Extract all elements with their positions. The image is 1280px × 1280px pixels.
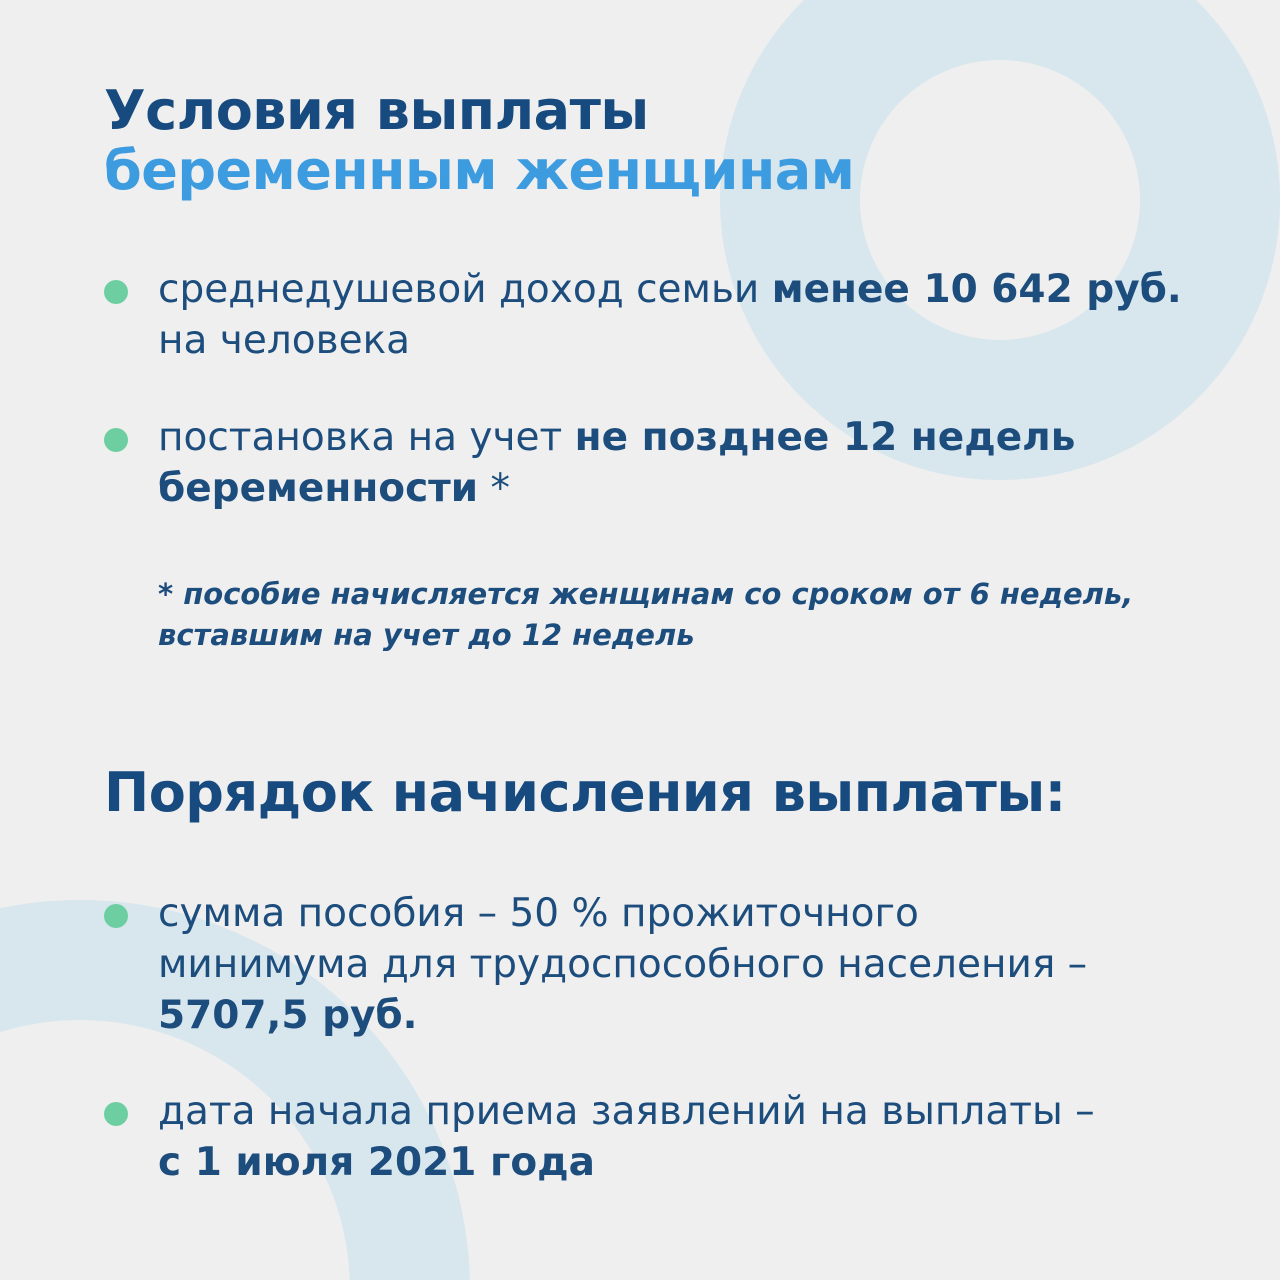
procedure-text: сумма пособия – 50 % прожиточного [158,891,919,936]
procedure-text: дата начала приема заявлений на выплаты – [158,1089,1095,1134]
footnote-line-1: * пособие начисляется женщинам со сроком от 6 недель, [158,577,1134,611]
condition-text: постановка на учет [158,415,575,460]
condition-item [158,412,1218,514]
procedure-item [158,888,1218,1041]
procedure-item [158,1086,1218,1188]
title-line-1: Условия выплаты [104,79,649,142]
condition-highlight-continued: беременности [158,466,479,511]
procedure-highlight: 5707,5 руб. [158,993,418,1038]
footnote-line-2: вставшим на учет до 12 недель [158,618,695,652]
footnote-marker: * [478,466,511,511]
bullet-dot [104,428,128,452]
bullet-dot [104,280,128,304]
condition-highlight: менее 10 642 руб. [771,267,1182,312]
condition-text: среднедушевой доход семьи [158,267,772,312]
condition-item [158,264,1218,366]
title-line-2: беременным женщинам [104,139,855,202]
procedure-title: Порядок начисления выплаты: [104,761,1066,824]
procedure-highlight: с 1 июля 2021 года [158,1140,595,1185]
condition-highlight: не позднее 12 недель [574,415,1076,460]
bullet-dot [104,904,128,928]
condition-text-continued: на человека [158,318,411,363]
bullet-dot [104,1102,128,1126]
footnote [158,574,1218,656]
procedure-text-continued: минимума для трудоспособного населения – [158,942,1088,987]
